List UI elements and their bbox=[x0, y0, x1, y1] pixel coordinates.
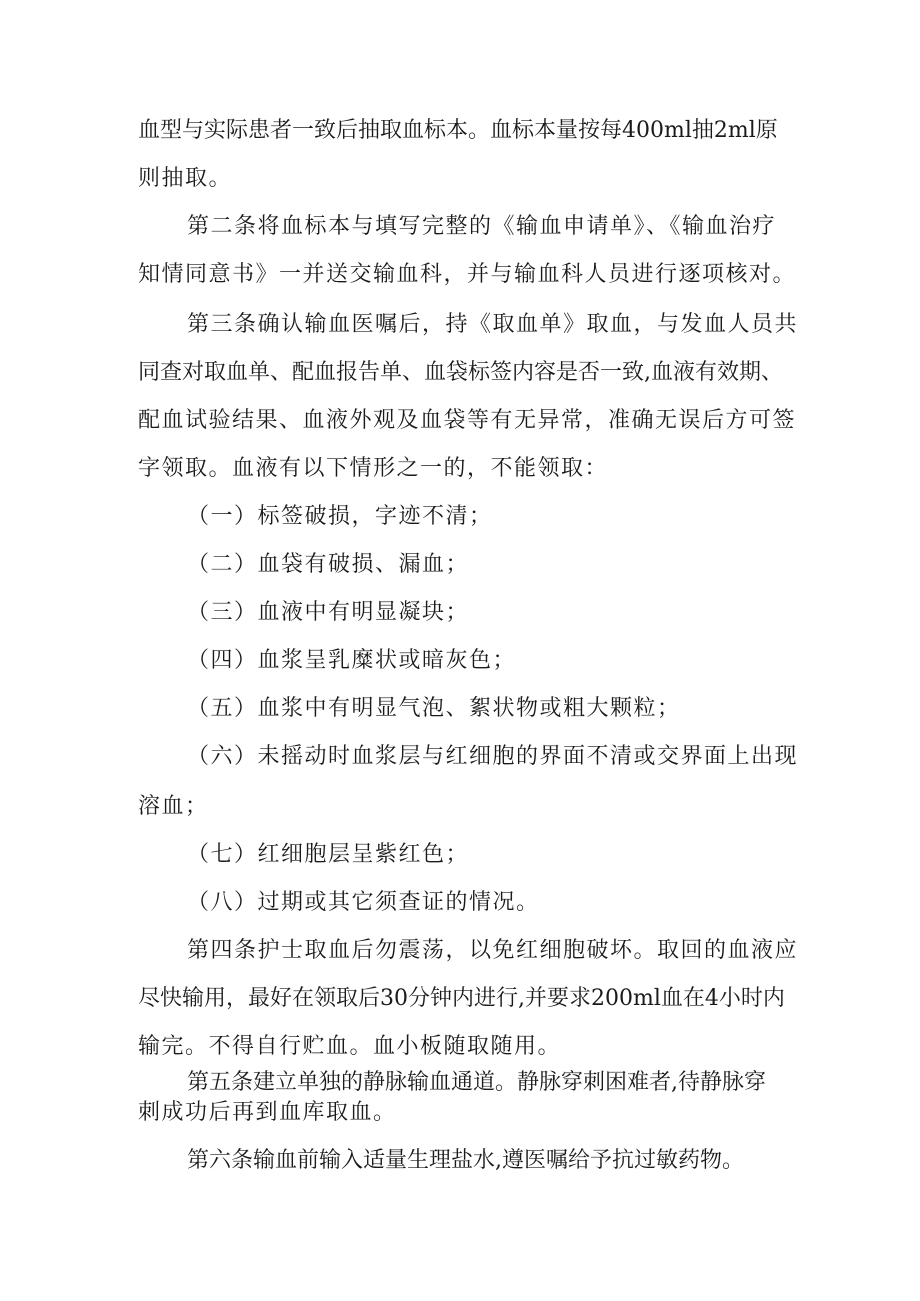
paragraph-line: 输完。不得自行贮血。血小板随取随用。 bbox=[138, 1034, 562, 1059]
paragraph-line: 第五条建立单独的静脉输血通道。静脉穿刺困难者,待静脉穿 bbox=[187, 1070, 766, 1095]
paragraph-line: 配血试验结果、血液外观及血袋等有无异常，准确无误后方可签 bbox=[138, 408, 797, 433]
paragraph-line: 则抽取。 bbox=[138, 166, 233, 191]
paragraph-line: 第二条将血标本与填写完整的《输血申请单》、《输血治疗 bbox=[187, 214, 777, 239]
list-item: （四）血浆呈乳糜状或暗灰色； bbox=[187, 648, 517, 673]
paragraph-line: 字领取。血液有以下情形之一的，不能领取： bbox=[138, 456, 609, 481]
paragraph-line: 尽快输用，最好在领取后30分钟内进行,并要求200ml血在4小时内 bbox=[138, 986, 785, 1011]
list-item: （八）过期或其它须查证的情况。 bbox=[187, 890, 540, 915]
paragraph-line: 溶血； bbox=[138, 794, 209, 819]
list-item: （三）血液中有明显凝块； bbox=[187, 600, 470, 625]
list-item: （七）红细胞层呈紫红色； bbox=[187, 842, 470, 867]
paragraph-line: 第六条输血前输入适量生理盐水,遵医嘱给予抗过敏药物。 bbox=[187, 1148, 744, 1173]
paragraph-line: 知情同意书》一并送交输血科，并与输血科人员进行逐项核对。 bbox=[138, 262, 797, 287]
paragraph-line: 第四条护士取血后勿震荡，以免红细胞破坏。取回的血液应 bbox=[187, 938, 799, 963]
paragraph-line: 血型与实际患者一致后抽取血标本。血标本量按每400ml抽2ml原 bbox=[138, 118, 778, 143]
list-item: （六）未摇动时血浆层与红细胞的界面不清或交界面上出现 bbox=[187, 744, 799, 769]
list-item: （一）标签破损，字迹不清； bbox=[187, 504, 493, 529]
paragraph-line: 刺成功后再到血库取血。 bbox=[138, 1100, 397, 1125]
paragraph-line: 第三条确认输血医嘱后，持《取血单》取血，与发血人员共 bbox=[187, 312, 799, 337]
list-item: （二）血袋有破损、漏血； bbox=[187, 552, 470, 577]
paragraph-line: 同查对取血单、配血报告单、血袋标签内容是否一致,血液有效期、 bbox=[138, 360, 783, 385]
list-item: （五）血浆中有明显气泡、絮状物或粗大颗粒； bbox=[187, 696, 681, 721]
